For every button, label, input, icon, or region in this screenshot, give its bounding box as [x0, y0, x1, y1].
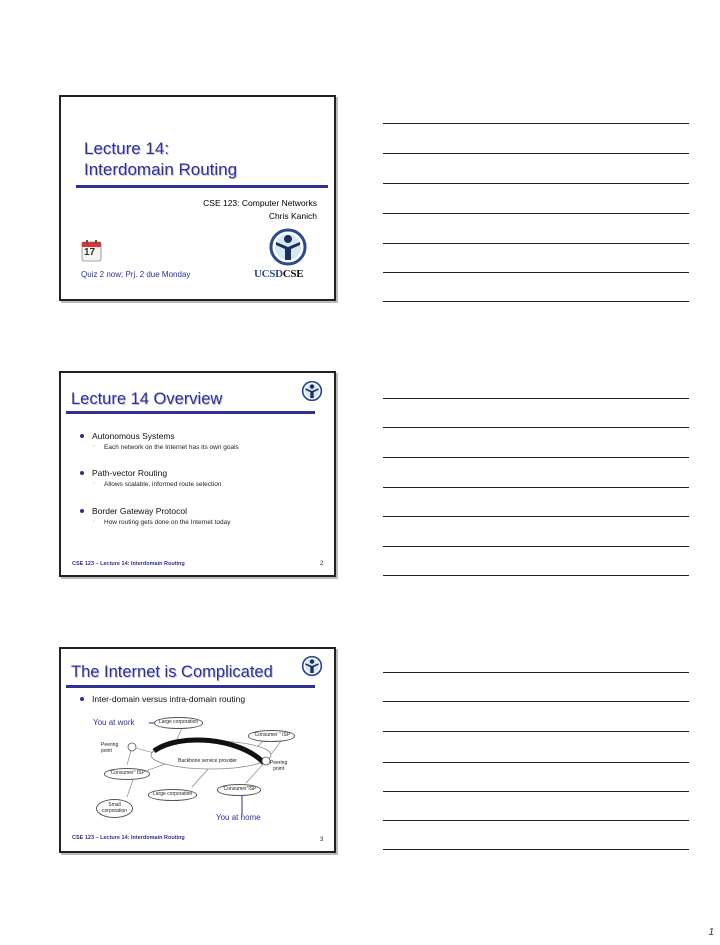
bullet-dot-icon [80, 509, 84, 513]
sub-bullet-item [93, 444, 239, 451]
slide-1-title-line1: Lecture 14: [84, 139, 170, 158]
small-label-line: Small [108, 802, 121, 808]
title-underline [66, 411, 315, 414]
large-corporation-node: Large corporation [148, 789, 197, 801]
note-line [383, 546, 689, 547]
consumer-isp-node: “Consumer” ISP [104, 768, 150, 780]
consumer-isp-node: “Consumer”ISP [217, 784, 261, 796]
you-at-work-label: You at work [93, 718, 135, 727]
handout-page-number: 1 [708, 927, 714, 938]
bullet-text: Border Gateway Protocol [92, 506, 187, 516]
note-line [383, 243, 689, 244]
slide-3 [59, 647, 336, 853]
ucsd-figure-icon [301, 379, 323, 403]
bullet-text: Autonomous Systems [92, 431, 175, 441]
sub-bullet-item [93, 481, 222, 488]
bullet-dot-icon [80, 471, 84, 475]
note-line [383, 301, 689, 302]
instructor-name: Chris Kanich [268, 211, 317, 221]
slide-footer: CSE 123 – Lecture 14: Interdomain Routing [72, 835, 185, 841]
calendar-icon [81, 239, 101, 261]
note-line [383, 427, 689, 428]
note-line [383, 791, 689, 792]
calendar-day: 17 [84, 247, 96, 258]
sub-bullet-icon: ◦ [93, 519, 96, 525]
sub-bullet-item [93, 519, 231, 526]
note-line [383, 183, 689, 184]
point-label-line: point [273, 765, 285, 772]
slide-page-number: 2 [320, 561, 324, 567]
bullet-text: Inter-domain versus intra-domain routing [92, 694, 246, 704]
slide-page-number: 3 [320, 837, 324, 843]
slide-3-title: The Internet is Complicated [71, 663, 273, 681]
title-underline [76, 185, 328, 188]
peering-point-label [270, 761, 287, 773]
note-line [383, 123, 689, 124]
bullet-text: Path-vector Routing [92, 468, 168, 478]
note-line [383, 849, 689, 850]
logo-text-ucsd: UCSD [254, 268, 283, 280]
ucsd-cse-logo [254, 227, 324, 281]
sub-bullet-icon: ◦ [93, 481, 96, 487]
sub-bullet-text: Each network on the Internet has its own goals [104, 444, 239, 451]
corporation-label-line: corporation [102, 807, 128, 814]
slide-1 [59, 95, 336, 301]
bullet-item [92, 468, 167, 478]
bullet-dot-icon [80, 434, 84, 438]
note-line [383, 731, 689, 732]
quiz-note: Quiz 2 now; Prj. 2 due Monday [81, 270, 191, 279]
note-line [383, 213, 689, 214]
sub-bullet-icon: ◦ [93, 444, 96, 450]
note-line [383, 762, 689, 763]
note-line [383, 575, 689, 576]
bullet-item [92, 431, 175, 441]
backbone-provider-label: Backbone service provider [178, 758, 237, 764]
logo-text-cse: CSE [282, 268, 304, 280]
bullet-item [92, 506, 187, 516]
slide-footer: CSE 123 – Lecture 14: Interdomain Routing [72, 561, 185, 567]
note-line [383, 516, 689, 517]
note-line [383, 487, 689, 488]
peering-point-label [101, 743, 118, 755]
ucsd-figure-icon [268, 227, 308, 267]
peering-label-line: Peering [270, 760, 288, 766]
note-line [383, 457, 689, 458]
note-line [383, 672, 689, 673]
note-line [383, 398, 689, 399]
course-name: CSE 123: Computer Networks [203, 198, 317, 208]
point-label-line: point [101, 747, 112, 754]
note-line [383, 820, 689, 821]
slide-2-title: Lecture 14 Overview [71, 390, 223, 408]
note-line [383, 701, 689, 702]
large-corporation-node: Large corporation [154, 717, 203, 729]
small-corporation-node [96, 799, 133, 818]
slide-2 [59, 371, 336, 577]
note-line [383, 272, 689, 273]
you-at-home-label: You at home [216, 813, 261, 822]
sub-bullet-text: Allows scalable, informed route selection [104, 481, 222, 488]
note-line [383, 153, 689, 154]
peering-label-line: Peering [101, 742, 119, 748]
slide-1-title-line2: Interdomain Routing [84, 160, 238, 179]
sub-bullet-text: How routing gets done on the Internet today [104, 519, 231, 526]
consumer-isp-node: “Consumer ” ISP [248, 730, 295, 742]
